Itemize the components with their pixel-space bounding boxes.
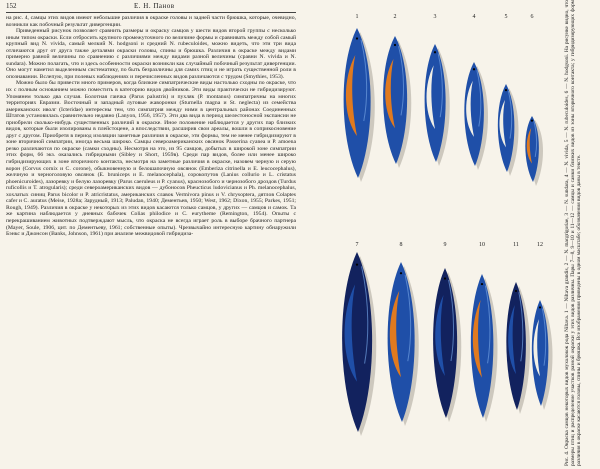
- bird-top-2: [383, 36, 411, 168]
- figure-number: 2: [393, 14, 397, 20]
- bird-bottom-4: [471, 274, 498, 422]
- paragraph: Можно было бы привести много примеров, когда близкие симпатрические виды настолько сходны по окраске, что их с полным основанием можно поместить в категорию видов двойников. Эти виды практически не гибридизируют. Упомянем только два случая. Болотная гаичка (Parus palustris) и пухляк (P. montanus) симпатричны на многих территориях Евразии. Восточный и западный луговые жаворонки (Sturnella magna и St. neglecta) из семейства американских иволг (Icteridae) интересны тем, что симпатрия между ними в центральных районах Соединенных Штатов установилась сравнительно недавно (Lanyon, 1956, 1957). Эти два вида в период шелестоносной экспансии не приобрели сколько-нибудь существенных различий в окраске. Иное положение наблюдается у других пар близких видов, которые были изолированы в плейстоцене, а впоследствии, расширив свои ареалы, вошли в соприкосновение друг с другом. Приобретя в период изоляции заметные различия в окраске, эти формы, тем не менее гибридизируют в зоне вторичной симпатрии, иногда весьма широко. Самцы североамериканских овсянок Passerina cyanea и P. amoena резко различаются по окраске (самки сходны). Несмотря на это, из 95 самцов, добытых в широкой зоне симпатрии этих форм, 66 экз. оказались гибридными (Sibley и Short, 1959в). Среди пар видов, более или менее широко гибридизирующих в зоне вторичного контакта, несмотря на заметные различия в окраске, назовем черную и серую ворон (Corvus cornix и C. corone), обыкновенную и белошапочную овсянок (Emberiza citrinella и E. leucocephalus), желчную и черноголовую овсянок (E. bruniceps и E. melanocephala), сорокопутов (Lanius collurio и L. cristatus phoenicuroides), лазоревку и белую лазоревку (Parus caeruleus и P. cyanus), краснозобого и чернозобого дроздов (Turdus ruficollis и T. atrogularis); среди североамериканских видов — дубоносов Pheucticus ludovicianus и Ph. melanocephalus, хохлатых синиц Parus bicolor и P. atricristatus, американских славок Vermivora pinus и V. chrysoptera, дятлов Colaptes cafer и C. auratus (Meise, 1928a; Зарудный, 1913; Paludan, 1940; Дементьев, 1950; West, 1962; Dixon, 1955; Parkes, 1951; Rough, 1949). Различия в окраске у некоторых из этих видов касаются только самцов, у других — самцов и самок. Та же картина наблюдается у дневных бабочек Colias philodice и C. eurytheme (Remington, 1954). Опыты с перекрашиванием животных подтверждают мысль, что окраска не всегда играет роль в выборе брачного партнера (Mayer, Soule, 1906, цит. по Дементьеву, 1961; собственные опыты). Чрезвычайно интересную картину обнаружили Бэнкс и Джонсон (Banks, Johnson, 1961) при анализе межвидовой гибридиза-: [6, 80, 296, 238]
- figure-bird-plates: [326, 0, 558, 469]
- text-column: [6, 15, 296, 465]
- figure-number: 5: [504, 14, 508, 20]
- bird-bottom-3: [433, 268, 461, 422]
- figure-number: 3: [433, 14, 437, 20]
- running-head-author: Е. Н. Панов: [134, 2, 175, 10]
- caption-column: [560, 0, 600, 469]
- figure-number: 9: [443, 242, 447, 248]
- figure-caption: Рис. 4. Окраска самцов некоторых видов мухоловок рода Niltava. 1 — Niltava grandis, 2 — N. macgrigoriae, 3 — N. sundara, 4 — N. vivida, 5 — N. rubeculoides, 6 — N. hodgsoni. На рисунке видно, что размеры птиц и распределение участков разной окраски у этих видов различны. Пары 7—8, 9—10 и 11—12 — самцы и самки близких видов из зоны вторичного контакта; у гибридизирующих форм различия в окраске касаются головы, спины и брюшка. Все изображения приведены в одном масштабе; обозначения видов даны в тексте.: [564, 0, 583, 466]
- bird-top-3: [425, 44, 450, 166]
- bird-top-6: [525, 116, 543, 186]
- bird-bottom-2: [388, 262, 419, 426]
- figure-number: 11: [513, 242, 519, 248]
- paragraph: на рис. 4, самцы этих видов имеют небольшие различия в окраске головы и задней части брюшка, которые, очевидно, возникли как побочный результат дивергенции.: [6, 15, 296, 28]
- bird-top-1: [344, 28, 375, 182]
- page-number: 152: [6, 2, 17, 10]
- bird-bottom-6: [532, 300, 553, 410]
- bird-top-5: [498, 84, 519, 176]
- figure-number: 12: [537, 242, 543, 248]
- figure-number: 8: [399, 242, 403, 248]
- figure-number: 7: [355, 242, 359, 248]
- figure-number: 10: [479, 242, 485, 248]
- bird-illustration: [326, 0, 558, 469]
- page-header: [6, 2, 296, 13]
- figure-number: 1: [355, 14, 359, 20]
- figure-number: 6: [530, 14, 534, 20]
- bird-top-4: [464, 62, 488, 170]
- paragraph: Приведенный рисунок позволяет сравнить размеры и окраску самцов у шести видов второй группы с несколько иным типом окраски. Если отбросить крупного промежуточного по величине формы и сравнивать между собой самый крупный вид N. vivida, самый мелкий N. hodgsoni и средний N. rubeculoides, можно видеть, что эти три вида отличаются друг от друга также деталями окраски головы, спины и брюшка. Различия в окраске между видами примерно равной величины по сравнению с различиями между видами разной величины (сравни N. vivida и N. sundara). Можно полагать, что и здесь особенности окраски возникли как случайный побочный результат дивергенции. Оно могут наметил выделенным систематику, по быть безразличны для самих птиц и не играть существенной роли в опознавании. Вслепую, при полевых наблюдениях и перечисленных видов различаются с трудом (Smythies, 1953).: [6, 28, 296, 80]
- bird-bottom-5: [506, 282, 530, 414]
- bird-bottom-1: [342, 252, 376, 436]
- figure-number: 4: [472, 14, 476, 20]
